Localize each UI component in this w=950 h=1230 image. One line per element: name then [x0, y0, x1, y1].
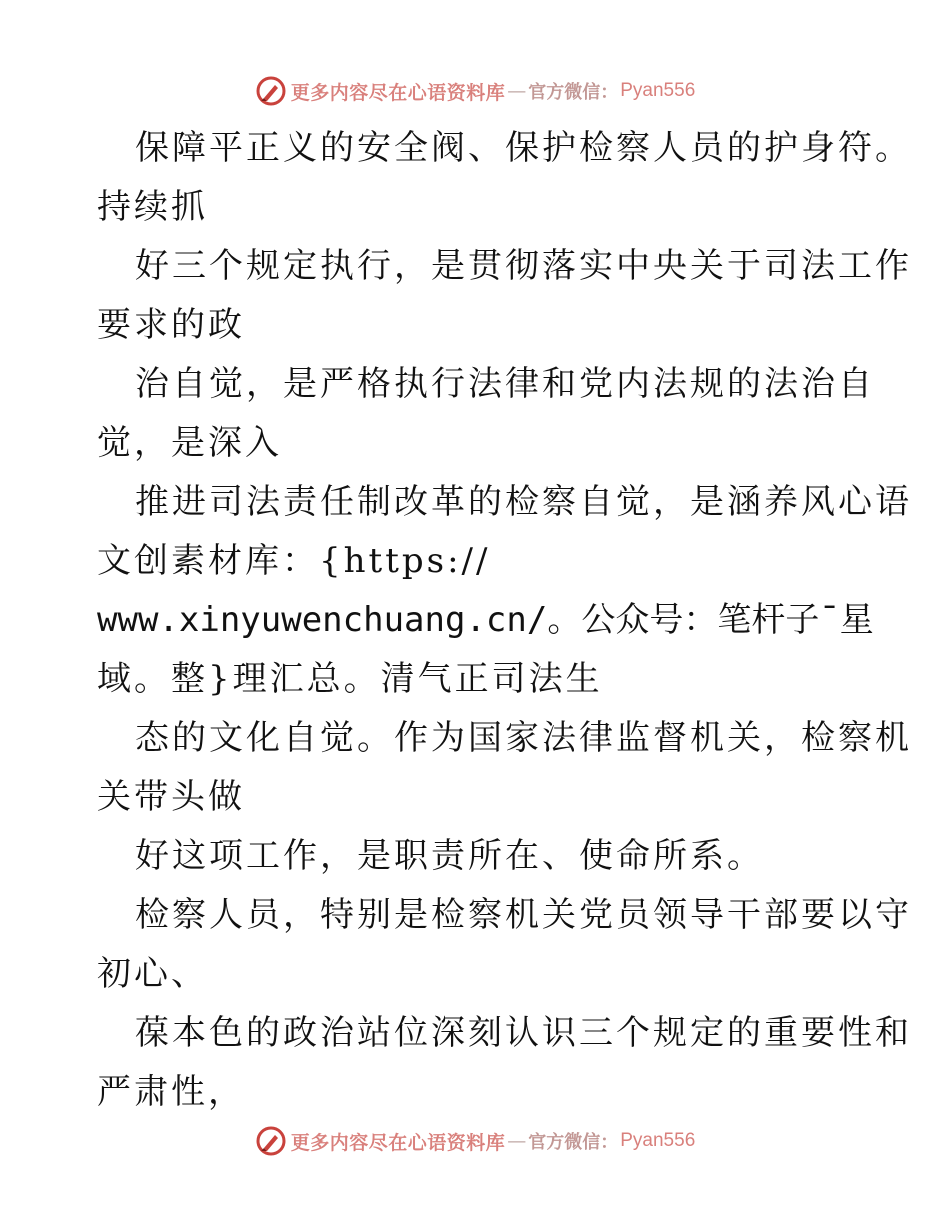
text-line: 关带头做 [97, 777, 245, 817]
document-body [97, 119, 912, 1122]
footer-watermark [0, 1121, 950, 1161]
text-line: 保障平正义的安全阀、保护检察人员的护身符。 [135, 128, 912, 168]
text-line: 文创素材库：{https:// [97, 541, 491, 581]
text-line: 检察人员，特别是检察机关党员领导干部要以守 [135, 895, 912, 935]
watermark-wechat-id: Pyan556 [620, 80, 696, 101]
watermark-separator: — [507, 1130, 527, 1152]
watermark-separator: — [507, 80, 527, 102]
pen-circle-logo-icon [255, 75, 287, 107]
watermark-sub-text: 官方微信： [528, 82, 619, 103]
text-line: 要求的政 [97, 305, 245, 345]
text-line: 治自觉，是严格执行法律和党内法规的法治自 [135, 364, 875, 404]
text-line: 推进司法责任制改革的检察自觉，是涵养风心语 [135, 482, 912, 522]
watermark-wechat-id: Pyan556 [620, 1130, 696, 1151]
watermark-main-text: 更多内容尽在心语资料库 [290, 1131, 506, 1154]
text-line: 葆本色的政治站位深刻认识三个规定的重要性和 [135, 1013, 912, 1053]
text-line: 持续抓 [97, 187, 208, 227]
text-line: www.xinyuwenchuang.cn/。公众号：笔杆子¯星 [97, 600, 874, 640]
text-line: 严肃性， [97, 1072, 245, 1112]
text-line: 好这项工作，是职责所在、使命所系。 [135, 836, 764, 876]
watermark-main-text: 更多内容尽在心语资料库 [290, 81, 506, 104]
text-line: 好三个规定执行，是贯彻落实中央关于司法工作 [135, 246, 912, 286]
text-line: 态的文化自觉。作为国家法律监督机关，检察机 [135, 718, 912, 758]
watermark-sub-text: 官方微信： [528, 1132, 619, 1153]
pen-circle-logo-icon [255, 1125, 287, 1157]
text-line: 觉，是深入 [97, 423, 282, 463]
text-line: 初心、 [97, 954, 208, 994]
text-line: 域。整}理汇总。清气正司法生 [97, 659, 603, 699]
header-watermark [0, 71, 950, 111]
